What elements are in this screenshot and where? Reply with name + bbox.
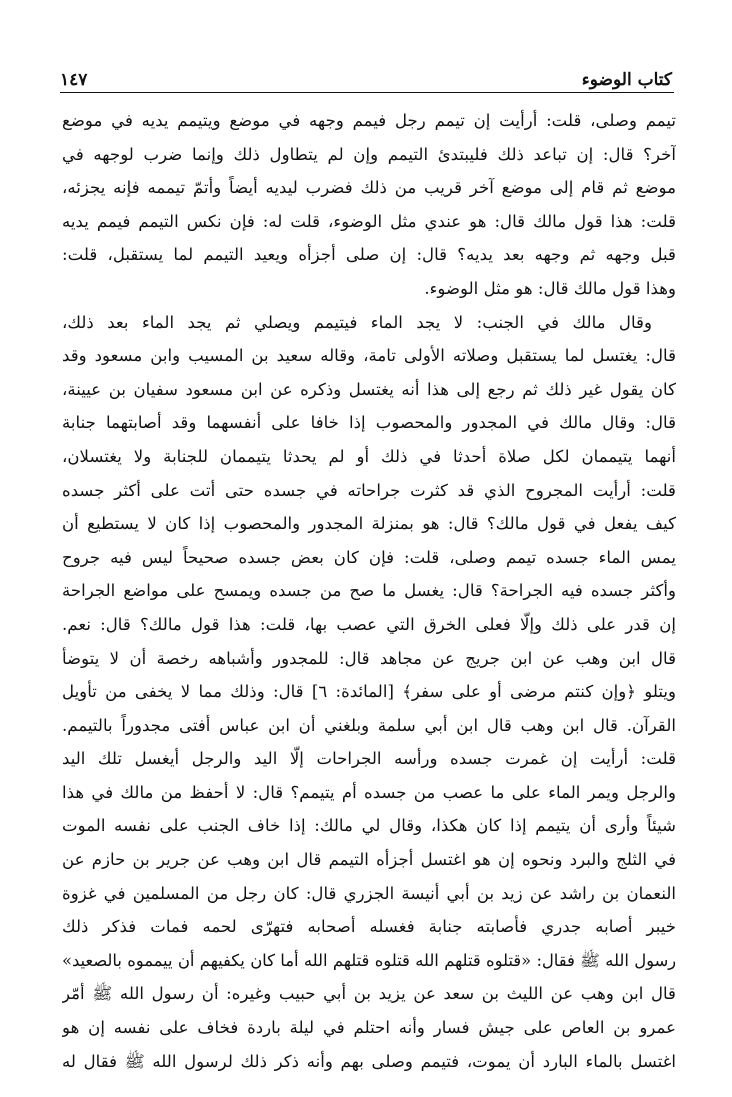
- text-line-19: القرآن. قال ابن وهب قال ابن أبي سلمة وبلغني أن ابن عباس أفتى مجدوراً بالتيمم.: [62, 715, 676, 735]
- text-line-29: اغتسل بالماء البارد أن يموت، فتيمم وصلى بهم وأنه ذكر ذلك لرسول الله ﷺ فقال له: [62, 1051, 676, 1071]
- text-line-3: موضع ثم قام إلى موضع آخر قريب من ذلك فضرب ليديه أيضاً وأتمّ تيممه فإنه يجزئه،: [62, 178, 676, 198]
- text-line-17: قال ابن وهب عن ابن جريج عن مجاهد قال: للمجدور وأشباهه رخصة أن لا يتوضأ: [62, 648, 676, 668]
- text-line-11: أنهما يتيممان لكل صلاة أحدثا في ذلك أو لم يحدثا يتيممان للجنابة ولا يغتسلان،: [62, 446, 676, 466]
- text-line-21: والرجل ويمر الماء على ما عصب من جسده أم يتيمم؟ قال: لا أحفظ من مالك في هذا: [62, 782, 676, 802]
- header-rule: [60, 92, 674, 93]
- page-number: ١٤٧: [60, 70, 88, 90]
- text-line-23: في الثلج والبرد ونحوه إن هو اغتسل أجزأه التيمم قال ابن وهب عن جرير بن حازم عن: [62, 850, 676, 870]
- body-text: [62, 104, 676, 1078]
- text-line-2: آخر؟ قال: إن تباعد ذلك فليبتدئ التيمم وإن لم يتطاول ذلك وإنما ضرب لوجهه في: [62, 144, 676, 164]
- text-line-6: وهذا قول مالك قال: هو مثل الوضوء.: [424, 278, 676, 298]
- text-line-14: يمس الماء جسده تيمم وصلى، قلت: فإن كان بعض جسده صحيحاً ليس فيه جروح: [62, 547, 676, 567]
- text-line-26: رسول الله ﷺ فقال: «قتلوه قتلهم الله قتلوه قتلهم الله أما كان يكفيهم أن ييمموه بالصعيد»: [62, 950, 676, 970]
- text-line-25: خيبر أصابه جدري فأصابته جنابة فغسله أصحابه فتهرّى لحمه فمات فذكر ذلك: [62, 917, 676, 937]
- page-header: [60, 56, 672, 90]
- text-line-4: قلت: هذا قول مالك قال: هو عندي مثل الوضوء، قلت له: فإن نكس التيمم فيمم يديه: [62, 211, 676, 231]
- text-line-5: قبل وجهه ثم وجهه بعد يديه؟ قال: إن صلى أجزأه ويعيد التيمم لما يستقبل، قلت:: [62, 245, 676, 265]
- text-line-12: قلت: أرأيت المجروح الذي قد كثرت جراحاته في جسده حتى أتت على أكثر جسده: [62, 480, 676, 500]
- text-line-8: قال: يغتسل لما يستقبل وصلاته الأولى تامة، وقاله سعيد بن المسيب وابن مسعود وقد: [62, 346, 676, 366]
- text-line-1: تيمم وصلى، قلت: أرأيت إن تيمم رجل فيمم وجهه في موضع ويتيمم يديه في موضع: [62, 111, 676, 130]
- text-line-9: كان يقول غير ذلك ثم رجع إلى هذا أنه يغتسل وذكره عن ابن مسعود سفيان بن عيينة،: [62, 379, 676, 399]
- text-line-15: وأكثر جسده فيه الجراحة؟ قال: يغسل ما صح من جسده ويمسح على مواضع الجراحة: [62, 581, 676, 601]
- text-line-7: وقال مالك في الجنب: لا يجد الماء فيتيمم ويصلي ثم يجد الماء بعد ذلك،: [62, 312, 652, 332]
- text-line-28: عمرو بن العاص على جيش فسار وأنه احتلم في ليلة باردة فخاف على نفسه إن هو: [62, 1018, 676, 1038]
- text-line-16: إن قدر على ذلك وإلّا فعلى الخرق التي عصب بها، قلت: هذا قول مالك؟ قال: نعم.: [62, 614, 676, 634]
- chapter-title: كتاب الوضوء: [581, 70, 672, 90]
- text-line-18: ويتلو ﴿وإن كنتم مرضى أو على سفر﴾ [المائدة: ٦] قال: وذلك مما لا يخفى من تأويل: [62, 682, 676, 702]
- text-line-22: شيئاً وأرى أن يتيمم إذا كان هكذا، وقال لي مالك: إذا خاف الجنب على نفسه الموت: [62, 816, 676, 836]
- text-line-13: كيف يفعل في قول مالك؟ قال: هو بمنزلة المجدور والمحصوب إذا كان لا يستطيع أن: [62, 514, 676, 534]
- text-line-10: قال: وقال مالك في المجدور والمحصوب إذا خافا على أنفسهما وقد أصابتهما جنابة: [62, 413, 676, 433]
- text-line-24: النعمان بن راشد عن زيد بن أبي أنيسة الجزري قال: كان رجل من المسلمين في غزوة: [62, 883, 676, 903]
- text-line-27: قال ابن وهب عن الليث بن سعد عن يزيد بن أبي حبيب وغيره: أن رسول الله ﷺ أمّر: [62, 984, 676, 1004]
- text-line-20: قلت: أرأيت إن غمرت جسده ورأسه الجراحات إلّا اليد والرجل أيغسل تلك اليد: [62, 749, 676, 769]
